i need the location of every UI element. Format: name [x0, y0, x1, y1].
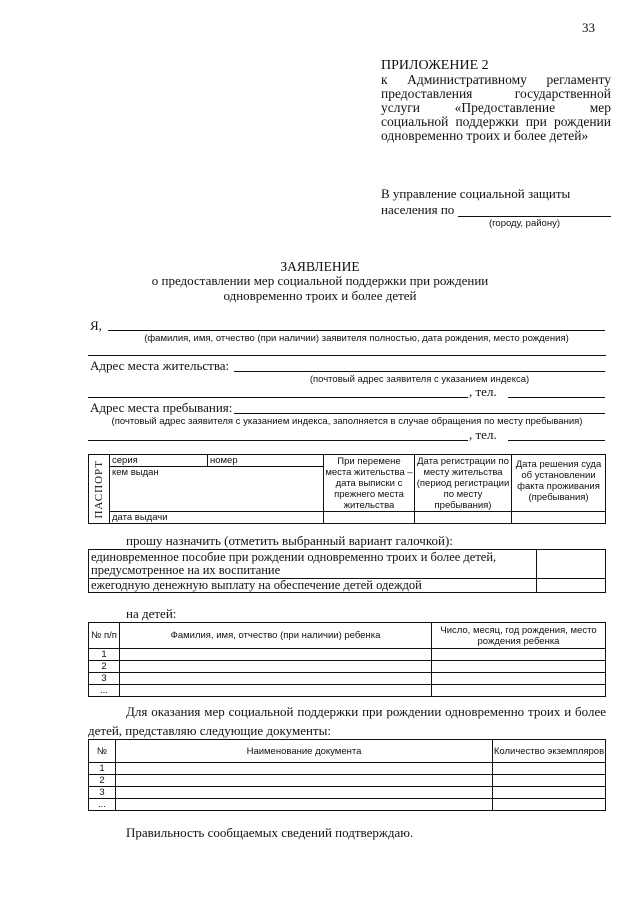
child-birth-cell[interactable]: [432, 649, 606, 661]
passport-side-cell: [89, 455, 110, 524]
option-clothing-checkbox[interactable]: [537, 579, 606, 593]
issue-date-cell[interactable]: дата выдачи: [110, 512, 324, 524]
table-row: [89, 685, 606, 697]
district-field[interactable]: [458, 202, 611, 217]
documents-header-name: Наименование документа: [116, 740, 493, 763]
table-row: [89, 799, 606, 811]
stay-label: Адрес места пребывания:: [90, 400, 233, 415]
table-row: [89, 649, 606, 661]
child-birth-cell[interactable]: [432, 661, 606, 673]
documents-table: [88, 739, 606, 811]
addressee-block: [381, 186, 611, 232]
child-name-cell[interactable]: [120, 649, 432, 661]
page-number: 33: [582, 20, 595, 35]
passport-table: [88, 454, 606, 524]
table-row: [89, 661, 606, 673]
row-number: 2: [89, 775, 116, 787]
document-name-cell[interactable]: [116, 799, 493, 811]
request-label: прошу назначить (отметить выбранный вариант галочкой):: [126, 533, 453, 548]
document-count-cell[interactable]: [493, 763, 606, 775]
option-lump-sum: единовременное пособие при рождении одновременно троих и более детей, предусмотренное на их воспитание: [89, 550, 537, 579]
appendix-text: к Административному регламенту предоставления государственной услуги «Предоставление мер социальной поддержки при рождении одновременно троих и более детей»: [381, 72, 611, 143]
child-birth-cell[interactable]: [432, 685, 606, 697]
table-row: [89, 763, 606, 775]
series-cell[interactable]: серия: [110, 455, 208, 467]
applicant-extra-line[interactable]: [88, 355, 606, 356]
applicant-label: Я,: [90, 318, 102, 333]
children-header-birth: Число, месяц, год рождения, место рождения ребенка: [432, 623, 606, 649]
passport-side-label: ПАСПОРТ: [93, 459, 105, 519]
form-title: ЗАЯВЛЕНИЕ: [280, 259, 360, 274]
residence-phone-label: , тел.: [469, 384, 497, 399]
table-row: [89, 775, 606, 787]
residence-phone-field[interactable]: [508, 397, 605, 398]
addressee-line1: В управление социальной защиты: [381, 186, 571, 201]
row-number: 3: [89, 787, 116, 799]
document-count-cell[interactable]: [493, 799, 606, 811]
registration-date-cell[interactable]: [415, 512, 512, 524]
child-name-cell[interactable]: [120, 673, 432, 685]
document-name-cell[interactable]: [116, 787, 493, 799]
stay-hint: (почтовый адрес заявителя с указанием индекса, заполняется в случае обращения по месту пребывания): [111, 416, 583, 427]
registration-header: Дата регистрации по месту жительства (период регистрации по месту пребывания): [415, 455, 512, 512]
addressee-line2: населения по: [381, 202, 455, 217]
document-name-cell[interactable]: [116, 775, 493, 787]
stay-phone-label: , тел.: [469, 427, 497, 442]
stay-field-2[interactable]: [88, 440, 468, 441]
residence-hint: (почтовый адрес заявителя с указанием индекса): [309, 374, 530, 385]
child-name-cell[interactable]: [120, 661, 432, 673]
district-hint: (городу, району): [489, 218, 560, 229]
confirmation-text: Правильность сообщаемых сведений подтверждаю.: [126, 825, 414, 840]
documents-header-num: №: [89, 740, 116, 763]
children-table: [88, 622, 606, 697]
children-label: на детей:: [126, 606, 177, 621]
residence-label: Адрес места жительства:: [90, 358, 230, 373]
documents-header-count: Количество экземпляров: [493, 740, 606, 763]
applicant-hint: (фамилия, имя, отчество (при наличии) заявителя полностью, дата рождения, место рождения): [144, 333, 569, 344]
row-number: 1: [89, 763, 116, 775]
appendix-title: ПРИЛОЖЕНИЕ 2: [381, 58, 489, 73]
court-date-cell[interactable]: [512, 512, 606, 524]
form-subtitle: о предоставлении мер социальной поддержки при рождении одновременно троих и более детей: [151, 273, 489, 303]
table-row: [89, 673, 606, 685]
residence-field[interactable]: [234, 371, 605, 372]
row-number: 2: [89, 661, 120, 673]
children-header-num: № п/п: [89, 623, 120, 649]
option-clothing: ежегодную денежную выплату на обеспечение детей одеждой: [89, 579, 537, 593]
residence-field-2[interactable]: [88, 397, 468, 398]
row-number: ...: [89, 685, 120, 697]
number-cell[interactable]: номер: [208, 455, 324, 467]
row-number: 3: [89, 673, 120, 685]
children-header-name: Фамилия, имя, отчество (при наличии) ребенка: [120, 623, 432, 649]
move-date-cell[interactable]: [324, 512, 415, 524]
option-lump-sum-checkbox[interactable]: [537, 550, 606, 579]
table-row: [89, 787, 606, 799]
stay-field[interactable]: [234, 413, 605, 414]
document-count-cell[interactable]: [493, 775, 606, 787]
stay-phone-field[interactable]: [508, 440, 605, 441]
applicant-name-field[interactable]: [108, 330, 605, 331]
child-name-cell[interactable]: [120, 685, 432, 697]
row-number: ...: [89, 799, 116, 811]
child-birth-cell[interactable]: [432, 673, 606, 685]
documents-intro: Для оказания мер социальной поддержки при рождении одновременно троих и более детей, представляю следующие документы:: [88, 704, 606, 738]
move-header: При перемене места жительства – дата выписки с прежнего места жительства: [325, 456, 413, 511]
appendix-block: [381, 59, 611, 143]
row-number: 1: [89, 649, 120, 661]
document-count-cell[interactable]: [493, 787, 606, 799]
issued-by-cell[interactable]: кем выдан: [110, 467, 324, 512]
request-options-table: [88, 549, 606, 593]
court-header: Дата решения суда об установлении факта проживания (пребывания): [512, 455, 606, 512]
document-name-cell[interactable]: [116, 763, 493, 775]
